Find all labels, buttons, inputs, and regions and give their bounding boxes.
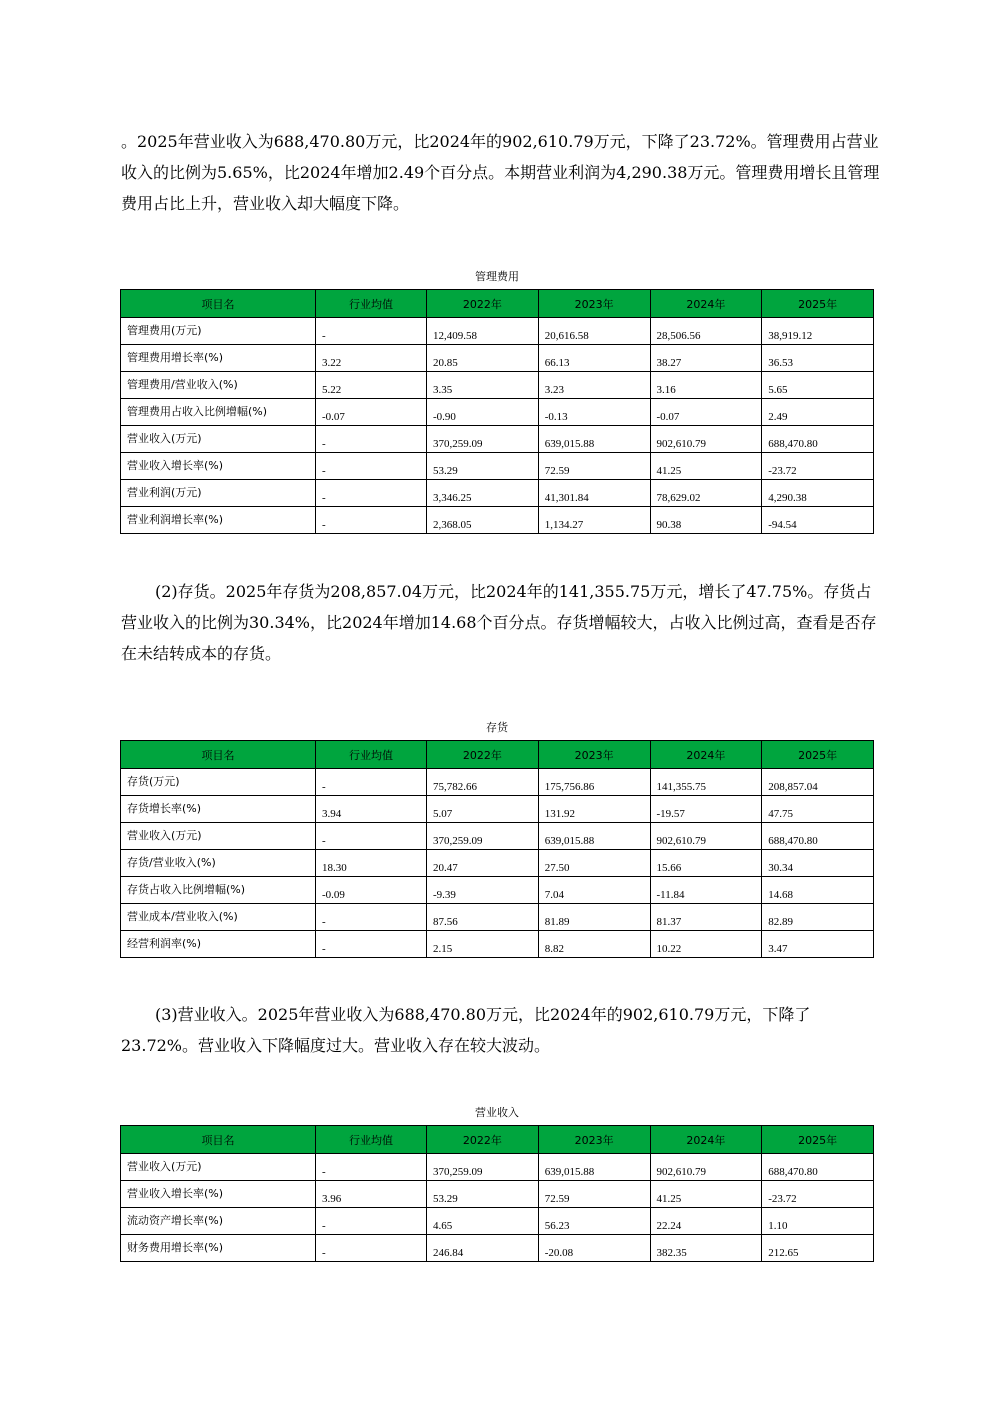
table-row — [121, 823, 874, 850]
header-year-2023: 2023年 — [538, 1126, 650, 1154]
table-row — [121, 1208, 874, 1235]
cell-industry-average: -0.07 — [316, 399, 427, 426]
cell-2022: -0.90 — [427, 399, 539, 426]
cell-item-name: 存货/营业收入(%) — [121, 850, 316, 877]
inventory-table — [120, 740, 874, 958]
table-row — [121, 904, 874, 931]
table-row — [121, 426, 874, 453]
cell-2022: 370,259.09 — [427, 823, 539, 850]
cell-2025: -23.72 — [762, 453, 874, 480]
cell-item-name: 管理费用增长率(%) — [121, 345, 316, 372]
table-caption-admin-expenses: 管理费用 — [475, 270, 519, 283]
cell-2023: 72.59 — [538, 1181, 650, 1208]
header-year-2025: 2025年 — [762, 741, 874, 769]
table-header-row — [121, 1126, 874, 1154]
cell-2024: 78,629.02 — [650, 480, 762, 507]
cell-2024: 902,610.79 — [650, 823, 762, 850]
table-row — [121, 318, 874, 345]
header-industry-average: 行业均值 — [316, 741, 427, 769]
cell-2025: 38,919.12 — [762, 318, 874, 345]
cell-item-name: 管理费用(万元) — [121, 318, 316, 345]
cell-2025: 2.49 — [762, 399, 874, 426]
cell-industry-average: - — [316, 507, 427, 534]
cell-2024: 902,610.79 — [650, 426, 762, 453]
table-row — [121, 769, 874, 796]
table-row — [121, 372, 874, 399]
cell-item-name: 营业利润增长率(%) — [121, 507, 316, 534]
cell-2022: 53.29 — [427, 453, 539, 480]
cell-industry-average: - — [316, 1235, 427, 1262]
cell-2022: 4.65 — [427, 1208, 539, 1235]
table-row — [121, 1154, 874, 1181]
header-year-2022: 2022年 — [427, 741, 539, 769]
header-industry-average: 行业均值 — [316, 1126, 427, 1154]
cell-2022: 2,368.05 — [427, 507, 539, 534]
cell-item-name: 营业利润(万元) — [121, 480, 316, 507]
cell-industry-average: - — [316, 769, 427, 796]
cell-2025: 5.65 — [762, 372, 874, 399]
cell-2024: 38.27 — [650, 345, 762, 372]
header-year-2024: 2024年 — [650, 290, 762, 318]
table-row — [121, 1181, 874, 1208]
cell-industry-average: 3.22 — [316, 345, 427, 372]
header-year-2023: 2023年 — [538, 290, 650, 318]
table-row — [121, 453, 874, 480]
cell-2025: 208,857.04 — [762, 769, 874, 796]
cell-2023: 639,015.88 — [538, 823, 650, 850]
cell-2023: 639,015.88 — [538, 426, 650, 453]
cell-2025: 30.34 — [762, 850, 874, 877]
cell-2023: -20.08 — [538, 1235, 650, 1262]
paragraph-admin-expense-summary: 。2025年营业收入为688,470.80万元，比2024年的902,610.79万元，下降了23.72%。管理费用占营业收入的比例为5.65%，比2024年增加2.49个百分点。本期营业利润为4,290.38万元。管理费用增长且管理费用占比上升，营业收入却大幅度下降。 — [121, 132, 880, 213]
cell-2023: 1,134.27 — [538, 507, 650, 534]
cell-2024: 382.35 — [650, 1235, 762, 1262]
cell-industry-average: - — [316, 904, 427, 931]
cell-item-name: 营业收入(万元) — [121, 426, 316, 453]
paragraph-revenue-summary: (3)营业收入。2025年营业收入为688,470.80万元，比2024年的902,610.79万元，下降了23.72%。营业收入下降幅度过大。营业收入存在较大波动。 — [121, 1005, 811, 1055]
cell-2024: 90.38 — [650, 507, 762, 534]
cell-2024: 902,610.79 — [650, 1154, 762, 1181]
header-year-2022: 2022年 — [427, 290, 539, 318]
cell-2025: 47.75 — [762, 796, 874, 823]
cell-2024: 41.25 — [650, 453, 762, 480]
cell-industry-average: - — [316, 453, 427, 480]
table-header-row — [121, 290, 874, 318]
table-row — [121, 796, 874, 823]
cell-2023: 81.89 — [538, 904, 650, 931]
cell-2022: 87.56 — [427, 904, 539, 931]
cell-2023: 20,616.58 — [538, 318, 650, 345]
cell-2022: 20.47 — [427, 850, 539, 877]
cell-2022: 246.84 — [427, 1235, 539, 1262]
cell-item-name: 存货增长率(%) — [121, 796, 316, 823]
revenue-table — [120, 1125, 874, 1262]
cell-2022: 5.07 — [427, 796, 539, 823]
cell-2024: 28,506.56 — [650, 318, 762, 345]
cell-item-name: 营业收入增长率(%) — [121, 453, 316, 480]
cell-2022: -9.39 — [427, 877, 539, 904]
cell-2025: 36.53 — [762, 345, 874, 372]
cell-industry-average: - — [316, 1154, 427, 1181]
cell-2023: 56.23 — [538, 1208, 650, 1235]
cell-2023: 66.13 — [538, 345, 650, 372]
cell-2024: 15.66 — [650, 850, 762, 877]
cell-2025: 688,470.80 — [762, 426, 874, 453]
cell-2024: 81.37 — [650, 904, 762, 931]
cell-item-name: 财务费用增长率(%) — [121, 1235, 316, 1262]
header-item-name: 项目名 — [121, 290, 316, 318]
cell-industry-average: - — [316, 426, 427, 453]
cell-2024: 22.24 — [650, 1208, 762, 1235]
cell-2022: 53.29 — [427, 1181, 539, 1208]
header-year-2025: 2025年 — [762, 290, 874, 318]
table-row — [121, 877, 874, 904]
cell-industry-average: 18.30 — [316, 850, 427, 877]
cell-2023: 639,015.88 — [538, 1154, 650, 1181]
cell-industry-average: - — [316, 931, 427, 958]
cell-item-name: 营业收入(万元) — [121, 823, 316, 850]
cell-2024: 41.25 — [650, 1181, 762, 1208]
cell-2022: 2.15 — [427, 931, 539, 958]
table-row — [121, 399, 874, 426]
cell-2025: 4,290.38 — [762, 480, 874, 507]
cell-2025: 82.89 — [762, 904, 874, 931]
header-item-name: 项目名 — [121, 741, 316, 769]
cell-item-name: 管理费用占收入比例增幅(%) — [121, 399, 316, 426]
header-item-name: 项目名 — [121, 1126, 316, 1154]
paragraph-inventory-summary: (2)存货。2025年存货为208,857.04万元，比2024年的141,355.75万元，增长了47.75%。存货占营业收入的比例为30.34%，比2024年增加14.68个百分点。存货增幅较大，占收入比例过高，查看是否存在未结转成本的存货。 — [121, 582, 877, 663]
cell-industry-average: - — [316, 318, 427, 345]
admin-expenses-table — [120, 289, 874, 534]
cell-2024: 141,355.75 — [650, 769, 762, 796]
table-caption-inventory: 存货 — [486, 721, 508, 734]
table-header-row — [121, 741, 874, 769]
cell-2024: -19.57 — [650, 796, 762, 823]
cell-item-name: 存货(万元) — [121, 769, 316, 796]
cell-item-name: 经营利润率(%) — [121, 931, 316, 958]
cell-2025: 688,470.80 — [762, 1154, 874, 1181]
cell-2023: 131.92 — [538, 796, 650, 823]
header-year-2024: 2024年 — [650, 1126, 762, 1154]
cell-2025: -23.72 — [762, 1181, 874, 1208]
cell-2024: -11.84 — [650, 877, 762, 904]
table-row — [121, 345, 874, 372]
cell-2023: 8.82 — [538, 931, 650, 958]
cell-2025: 3.47 — [762, 931, 874, 958]
cell-2024: 3.16 — [650, 372, 762, 399]
cell-item-name: 流动资产增长率(%) — [121, 1208, 316, 1235]
cell-item-name: 营业成本/营业收入(%) — [121, 904, 316, 931]
table-row — [121, 931, 874, 958]
table-row — [121, 850, 874, 877]
cell-2022: 12,409.58 — [427, 318, 539, 345]
cell-industry-average: -0.09 — [316, 877, 427, 904]
cell-2024: 10.22 — [650, 931, 762, 958]
cell-industry-average: - — [316, 823, 427, 850]
cell-item-name: 管理费用/营业收入(%) — [121, 372, 316, 399]
cell-2023: 72.59 — [538, 453, 650, 480]
cell-item-name: 营业收入(万元) — [121, 1154, 316, 1181]
cell-2024: -0.07 — [650, 399, 762, 426]
cell-2022: 370,259.09 — [427, 1154, 539, 1181]
cell-industry-average: 3.96 — [316, 1181, 427, 1208]
header-year-2025: 2025年 — [762, 1126, 874, 1154]
cell-2025: 212.65 — [762, 1235, 874, 1262]
cell-2023: 41,301.84 — [538, 480, 650, 507]
cell-2023: 7.04 — [538, 877, 650, 904]
cell-2025: 1.10 — [762, 1208, 874, 1235]
cell-industry-average: 5.22 — [316, 372, 427, 399]
table-caption-revenue: 营业收入 — [475, 1106, 519, 1119]
cell-2022: 75,782.66 — [427, 769, 539, 796]
cell-2023: 175,756.86 — [538, 769, 650, 796]
table-row — [121, 480, 874, 507]
cell-2022: 3,346.25 — [427, 480, 539, 507]
cell-2025: 688,470.80 — [762, 823, 874, 850]
header-year-2024: 2024年 — [650, 741, 762, 769]
header-year-2022: 2022年 — [427, 1126, 539, 1154]
header-year-2023: 2023年 — [538, 741, 650, 769]
cell-industry-average: 3.94 — [316, 796, 427, 823]
cell-2022: 20.85 — [427, 345, 539, 372]
cell-2022: 370,259.09 — [427, 426, 539, 453]
cell-2023: 3.23 — [538, 372, 650, 399]
cell-industry-average: - — [316, 1208, 427, 1235]
cell-item-name: 存货占收入比例增幅(%) — [121, 877, 316, 904]
cell-item-name: 营业收入增长率(%) — [121, 1181, 316, 1208]
cell-2023: 27.50 — [538, 850, 650, 877]
header-industry-average: 行业均值 — [316, 290, 427, 318]
cell-industry-average: - — [316, 480, 427, 507]
table-row — [121, 507, 874, 534]
table-row — [121, 1235, 874, 1262]
cell-2025: -94.54 — [762, 507, 874, 534]
cell-2022: 3.35 — [427, 372, 539, 399]
cell-2025: 14.68 — [762, 877, 874, 904]
cell-2023: -0.13 — [538, 399, 650, 426]
